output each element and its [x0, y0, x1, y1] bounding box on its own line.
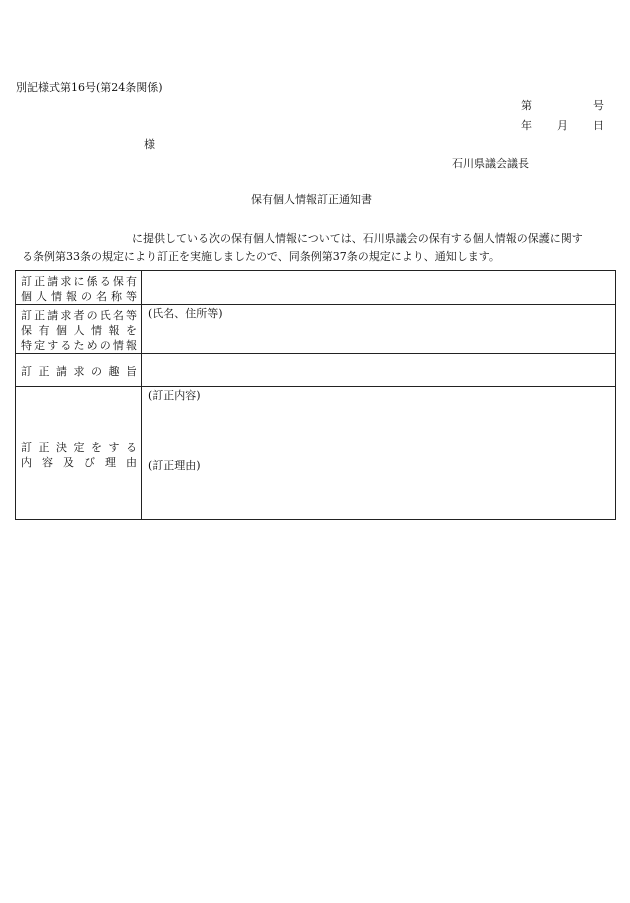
addressee-suffix: 様 — [144, 138, 155, 151]
document-number-prefix: 第 — [521, 99, 532, 112]
table-row-requester — [16, 305, 616, 354]
notice-body-line-2: る条例第33条の規定により訂正を実施しましたので、同条例第37条の規定により、通知します。 — [22, 250, 500, 263]
document-title: 保有個人情報訂正通知書 — [251, 193, 372, 206]
label-line: 訂正決定をする — [21, 440, 137, 454]
row-value-decision — [142, 387, 616, 520]
notice-body-line-1: に提供している次の保有個人情報については、石川県議会の保有する個人情報の保護に関す — [132, 232, 583, 245]
sender-name: 石川県議会議長 — [452, 157, 529, 170]
row-label-purpose — [16, 354, 142, 387]
row-value-purpose — [142, 354, 616, 387]
table-row-purpose — [16, 354, 616, 387]
table-row-decision — [16, 387, 616, 520]
correction-content-label: (訂正内容) — [148, 389, 201, 402]
row-label-info-name — [16, 271, 142, 305]
row-value-requester: (氏名、住所等) — [142, 305, 616, 354]
label-line: 訂正請求に係る保有 — [21, 275, 137, 288]
table-row-info-name — [16, 271, 616, 305]
correction-details-table — [15, 270, 616, 520]
label-line: 保有個人情報を — [21, 324, 137, 337]
notice-body — [22, 230, 618, 266]
date-month-label: 月 — [557, 119, 568, 132]
label-line: 訂正請求者の氏名等 — [21, 309, 137, 322]
row-label-requester — [16, 305, 142, 354]
label-line: 訂正請求の趣旨 — [21, 365, 137, 378]
date-day-label: 日 — [593, 119, 604, 132]
label-line: 個人情報の名称等 — [21, 290, 137, 303]
row-value-info-name — [142, 271, 616, 305]
label-line: 特定するための情報 — [21, 339, 137, 352]
row-label-decision — [16, 387, 142, 520]
document-number-suffix: 号 — [593, 99, 604, 112]
date-year-label: 年 — [521, 119, 532, 132]
correction-reason-label: (訂正理由) — [148, 459, 201, 472]
form-number: 別記様式第16号(第24条関係) — [16, 81, 163, 94]
label-line: 内容及び理由 — [21, 455, 137, 469]
